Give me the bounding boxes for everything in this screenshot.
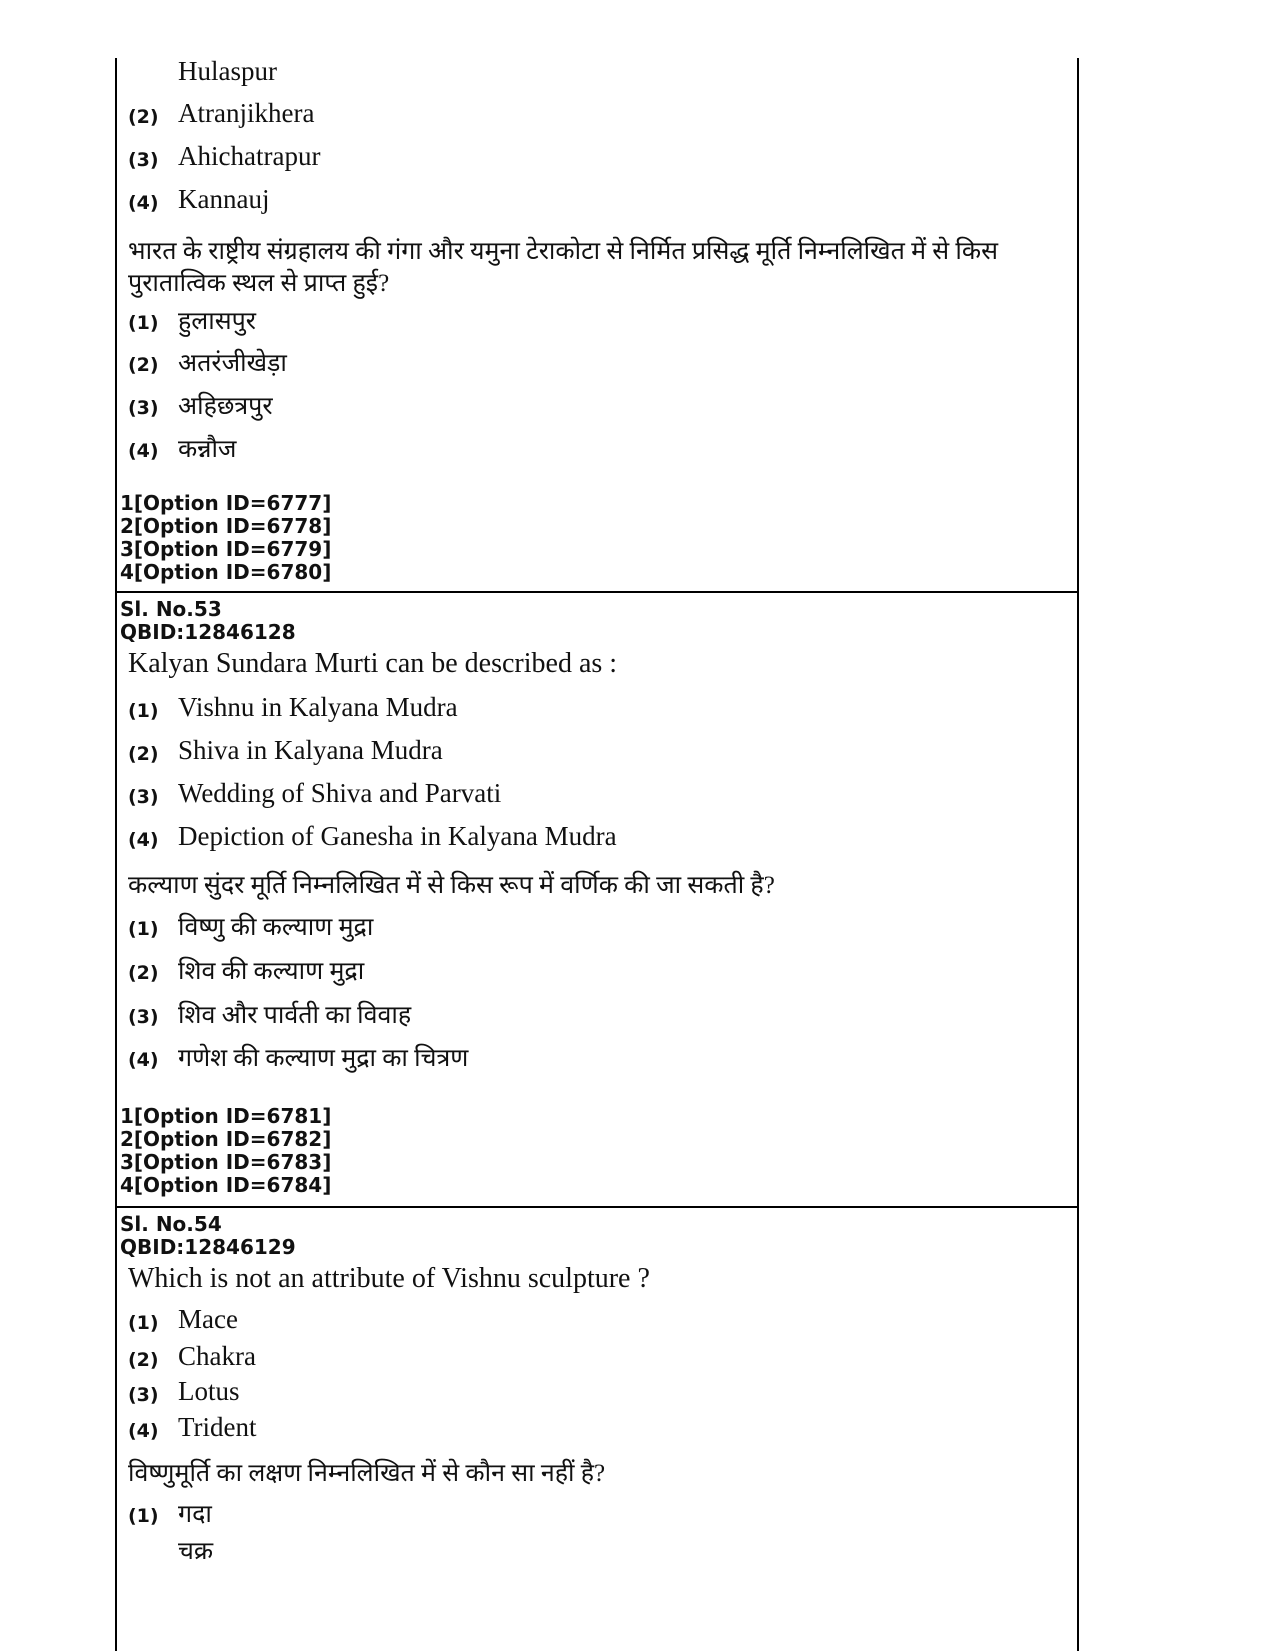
option-id: 2[Option ID=6782] (120, 1127, 332, 1151)
option-text: हुलासपुर (178, 308, 257, 335)
option-number: (1) (128, 312, 159, 334)
option-text: चक्र (178, 1538, 214, 1565)
option-number: (1) (128, 1505, 159, 1527)
option-text: Vishnu in Kalyana Mudra (178, 692, 458, 722)
option-number: (3) (128, 397, 159, 419)
row-divider (115, 591, 1079, 593)
question-text-hindi: कल्याण सुंदर मूर्ति निम्नलिखित में से किस रूप में वर्णिक की जा सकती है? (128, 872, 775, 899)
option-text: Chakra (178, 1341, 256, 1371)
option-text: गणेश की कल्याण मुद्रा का चित्रण (178, 1045, 469, 1072)
option-number: (1) (128, 700, 159, 722)
option-text: Hulaspur (178, 56, 277, 86)
option-number: (1) (128, 1312, 159, 1334)
option-text: शिव और पार्वती का विवाह (178, 1002, 412, 1029)
option-number: (4) (128, 1420, 159, 1442)
option-number: (2) (128, 962, 159, 984)
option-text: Ahichatrapur (178, 141, 321, 171)
option-number: (4) (128, 192, 159, 214)
option-number: (2) (128, 1349, 159, 1371)
option-number: (4) (128, 440, 159, 462)
option-number: (2) (128, 106, 159, 128)
question-text: Which is not an attribute of Vishnu sculpture ? (128, 1263, 650, 1294)
option-text: अतरंजीखेड़ा (178, 350, 287, 377)
option-text: Depiction of Ganesha in Kalyana Mudra (178, 821, 617, 851)
option-id: 2[Option ID=6778] (120, 514, 332, 538)
option-id: 3[Option ID=6783] (120, 1150, 332, 1174)
option-text: शिव की कल्याण मुद्रा (178, 958, 365, 985)
option-number: (2) (128, 743, 159, 765)
option-number: (4) (128, 1049, 159, 1071)
row-divider (115, 1206, 1079, 1208)
option-text: अहिछत्रपुर (178, 393, 273, 420)
question-text-hindi: विष्णुमूर्ति का लक्षण निम्नलिखित में से कौन सा नहीं है? (128, 1460, 606, 1487)
option-text: Shiva in Kalyana Mudra (178, 735, 443, 765)
option-text: Lotus (178, 1376, 240, 1406)
option-text: Atranjikhera (178, 98, 315, 128)
option-text: Mace (178, 1304, 238, 1334)
option-number: (3) (128, 1006, 159, 1028)
option-text: Kannauj (178, 184, 270, 214)
option-id: 1[Option ID=6781] (120, 1104, 332, 1128)
serial-number: Sl. No.54 (120, 1212, 222, 1236)
qbid: QBID:12846129 (120, 1235, 296, 1259)
question-text-hindi: पुरातात्विक स्थल से प्राप्त हुई? (128, 270, 390, 297)
option-text: Wedding of Shiva and Parvati (178, 778, 502, 808)
question-text: Kalyan Sundara Murti can be described as : (128, 648, 618, 679)
serial-number: Sl. No.53 (120, 597, 222, 621)
option-text: गदा (178, 1501, 212, 1528)
option-text: Trident (178, 1412, 257, 1442)
option-number: (3) (128, 786, 159, 808)
option-number: (1) (128, 918, 159, 940)
option-text: कन्नौज (178, 436, 237, 463)
option-id: 4[Option ID=6780] (120, 560, 332, 584)
option-number: (3) (128, 1384, 159, 1406)
option-text: विष्णु की कल्याण मुद्रा (178, 914, 374, 941)
option-id: 3[Option ID=6779] (120, 537, 332, 561)
option-number: (4) (128, 829, 159, 851)
option-number: (3) (128, 149, 159, 171)
option-id: 1[Option ID=6777] (120, 491, 332, 515)
qbid: QBID:12846128 (120, 620, 296, 644)
question-text-hindi: भारत के राष्ट्रीय संग्रहालय की गंगा और यमुना टेराकोटा से निर्मित प्रसिद्ध मूर्ति निम्नलिखित में से किस (128, 238, 999, 265)
option-number: (2) (128, 354, 159, 376)
option-id: 4[Option ID=6784] (120, 1173, 332, 1197)
